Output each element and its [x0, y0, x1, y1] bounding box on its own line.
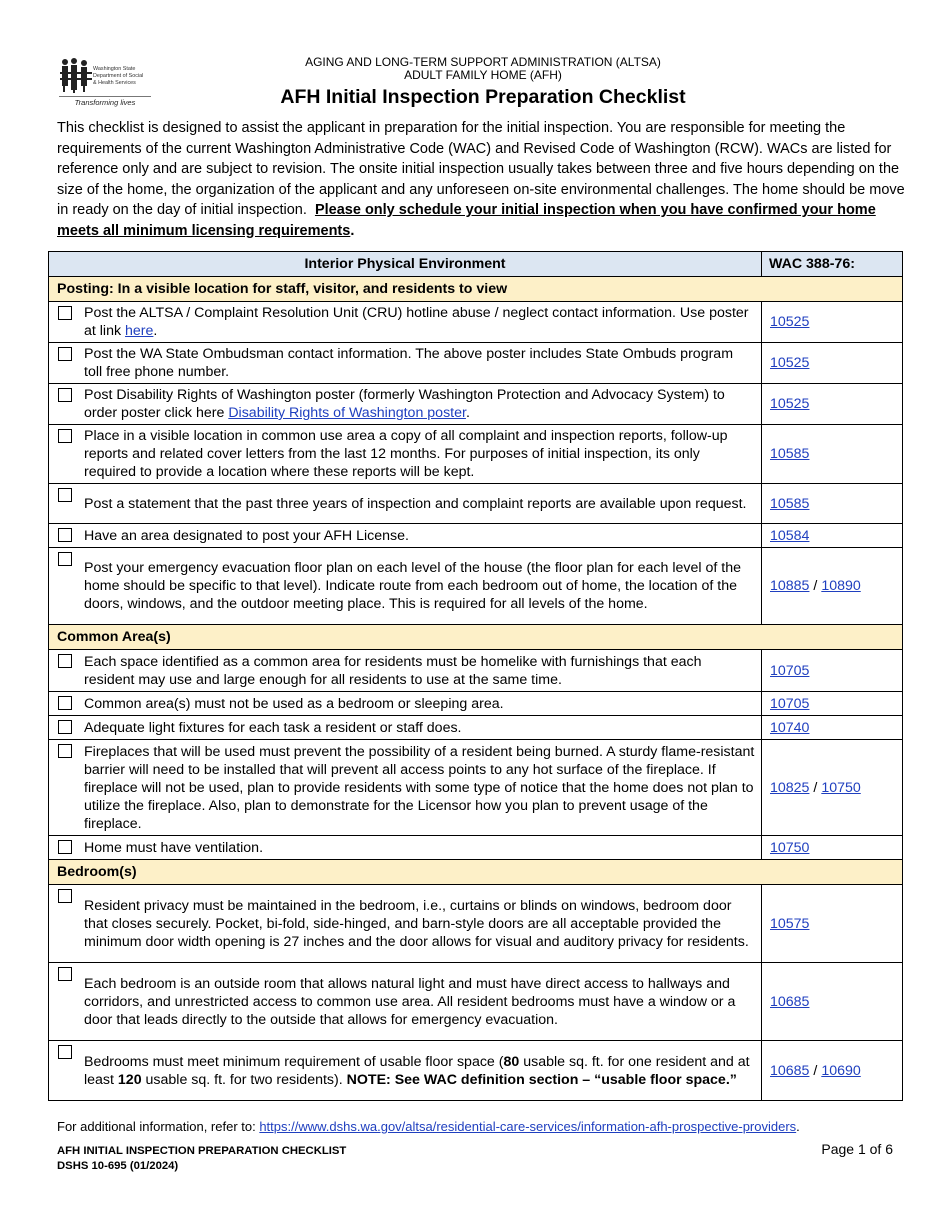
checklist-item: [49, 425, 762, 484]
footer-info-suffix: .: [796, 1119, 800, 1134]
checklist-item: [49, 384, 762, 425]
wac-link[interactable]: 10585: [770, 446, 810, 462]
item-checkbox[interactable]: [58, 696, 72, 710]
checklist-row: [49, 716, 903, 740]
logo-agency-line-3: & Health Services: [93, 80, 136, 86]
footer-form-title: AFH INITIAL INSPECTION PREPARATION CHECKLIST: [57, 1145, 347, 1157]
checklist-table: [48, 251, 903, 1101]
item-text-bold: 80: [503, 1053, 520, 1070]
checklist-item: [49, 716, 762, 740]
item-text: usable sq. ft. for one resident and at least: [84, 1053, 750, 1088]
item-text: Post the WA State Ombudsman contact information. The above poster includes State Ombuds program toll free phone number.: [84, 346, 734, 380]
intro-text: This checklist is designed to assist the applicant in preparation for the initial inspection. You are responsible for meeting the requirements of the current Washington Administrative Code (WAC) and Revised Code of Washington (RCW). WACs are listed for reference only and are subject to revision. The onsite initial inspection usually takes between three and five hours depending on the size of the home, the organization of the applicant and any unforeseen on-site environmental challenges. The home should be move in ready on the day of initial inspection.: [57, 120, 905, 218]
checklist-item: [49, 524, 762, 548]
footer-info-link[interactable]: https://www.dshs.wa.gov/altsa/residential-care-services/information-afh-prospective-providers: [259, 1119, 797, 1134]
item-checkbox[interactable]: [58, 388, 72, 402]
checklist-row: [49, 963, 903, 1041]
item-checkbox[interactable]: [58, 889, 72, 903]
checklist-item: [49, 963, 762, 1041]
wac-link[interactable]: 10685: [770, 993, 810, 1010]
item-text: Each bedroom is an outside room that allows natural light and must have direct access to hallways and corridors, and unrestricted access to common use area. All resident bedrooms must have a window or a door that leads directly to the outside that allows for emergency evacuation.: [84, 975, 736, 1028]
checklist-item: [49, 836, 762, 860]
wac-link[interactable]: 10885: [770, 578, 810, 594]
checklist-row: [49, 425, 903, 484]
page-number: Page 1 of 6: [821, 1141, 893, 1157]
wac-link[interactable]: 10825: [770, 779, 810, 796]
wac-cell: [762, 740, 903, 836]
item-checkbox[interactable]: [58, 306, 72, 320]
section-row-common: [49, 625, 903, 650]
wac-link[interactable]: 10740: [770, 719, 810, 736]
checklist-item: [49, 484, 762, 524]
item-text: Post your emergency evacuation floor plan on each level of the house (the floor plan for each level of the home should be specific to that level). Indicate route from each bedroom out of home, the location of the doors, windows, and the outdoor meeting place. This is required for all levels of the home.: [84, 560, 741, 612]
wac-cell: [762, 885, 903, 963]
item-text: Post a statement that the past three years of inspection and complaint reports are available upon request.: [84, 495, 747, 512]
wac-cell: [762, 425, 903, 484]
wac-separator: /: [813, 578, 818, 594]
section-title-posting: Posting: In a visible location for staff, visitor, and residents to view: [49, 277, 903, 302]
item-text: Resident privacy must be maintained in the bedroom, i.e., curtains or blinds on windows, bedroom door that closes securely. Pocket, bi-fold, side-hinged, and barn-style doors are all acceptable provided the minimum door width opening is 27 inches and the door allows for visual and auditory privacy for residents.: [84, 897, 749, 950]
section-row-posting: [49, 277, 903, 302]
item-text: Common area(s) must not be used as a bedroom or sleeping area.: [84, 695, 504, 712]
wac-link[interactable]: 10525: [770, 355, 810, 371]
logo-tagline: Transforming lives: [59, 96, 151, 107]
item-text: Post the ALTSA / Complaint Resolution Unit (CRU) hotline abuse / neglect contact information. Use poster at link: [84, 305, 749, 339]
wac-link[interactable]: 10705: [770, 662, 810, 679]
item-note: NOTE: See WAC definition section – “usable floor space.”: [346, 1071, 737, 1088]
wac-cell: [762, 524, 903, 548]
item-checkbox[interactable]: [58, 1045, 72, 1059]
section-row-bedroom: [49, 860, 903, 885]
checklist-row: [49, 548, 903, 625]
intro-emphasis-end: .: [350, 222, 355, 239]
wac-cell: [762, 343, 903, 384]
checklist-row: [49, 302, 903, 343]
item-text-bold: 120: [117, 1071, 142, 1088]
footer-info-prefix: For additional information, refer to:: [57, 1119, 260, 1134]
poster-link[interactable]: here: [125, 323, 154, 339]
footer-form-number: DSHS 10-695 (01/2024): [57, 1159, 179, 1172]
item-text: Post Disability Rights of Washington poster (formerly Washington Protection and Advocacy System) to order poster click here: [84, 387, 725, 421]
item-checkbox[interactable]: [58, 488, 72, 502]
intro-emphasis: Please only schedule your initial inspection when you have confirmed your home meets all minimum licensing requirements: [57, 202, 876, 239]
item-text: Have an area designated to post your AFH License.: [84, 527, 409, 544]
checklist-item: [49, 302, 762, 343]
checklist-item: [49, 1041, 762, 1101]
footer-additional-info: [57, 1119, 800, 1134]
wac-link[interactable]: 10705: [770, 695, 810, 712]
item-text: Place in a visible location in common use area a copy of all complaint and inspection reports, follow-up reports and related cover letters from the last 12 months. For purposes of initial inspection, its only required to provide a location where these reports will be kept.: [84, 428, 728, 480]
item-text-end: .: [465, 405, 470, 421]
item-checkbox[interactable]: [58, 552, 72, 566]
wac-cell: [762, 963, 903, 1041]
item-checkbox[interactable]: [58, 720, 72, 734]
item-checkbox[interactable]: [58, 347, 72, 361]
table-header-row: [49, 252, 903, 277]
checklist-item: [49, 650, 762, 692]
checklist-row: [49, 885, 903, 963]
intro-paragraph: [57, 118, 907, 241]
checklist-item: [49, 343, 762, 384]
wac-link[interactable]: 10750: [821, 779, 861, 796]
item-checkbox[interactable]: [58, 840, 72, 854]
wac-cell: [762, 716, 903, 740]
item-checkbox[interactable]: [58, 528, 72, 542]
item-checkbox[interactable]: [58, 429, 72, 443]
checklist-row: [49, 692, 903, 716]
checklist-row: [49, 384, 903, 425]
wac-link[interactable]: 10525: [770, 314, 810, 330]
wac-cell: [762, 692, 903, 716]
checklist-row: [49, 524, 903, 548]
checklist-item: [49, 548, 762, 625]
wac-link[interactable]: 10575: [770, 915, 810, 932]
table-header-wac: WAC 388-76:: [762, 252, 903, 277]
header-administration: AGING AND LONG-TERM SUPPORT ADMINISTRATION (ALTSA): [305, 55, 661, 69]
wac-cell: [762, 302, 903, 343]
item-text: Home must have ventilation.: [84, 839, 264, 856]
checklist-row: [49, 650, 903, 692]
wac-cell: [762, 1041, 903, 1101]
item-checkbox[interactable]: [58, 744, 72, 758]
item-text: Adequate light fixtures for each task a resident or staff does.: [84, 719, 462, 736]
wac-separator: /: [813, 779, 818, 796]
disability-rights-poster-link[interactable]: Disability Rights of Washington poster: [228, 405, 466, 421]
wac-cell: [762, 384, 903, 425]
section-title-bedroom: Bedroom(s): [49, 860, 903, 885]
item-checkbox[interactable]: [58, 654, 72, 668]
wac-link[interactable]: 10750: [770, 839, 810, 856]
item-text: Each space identified as a common area for residents must be homelike with furnishings that each resident may use and large enough for all residents to use at the same time.: [84, 653, 702, 688]
wac-link[interactable]: 10690: [821, 1062, 861, 1079]
logo-agency-line-2: Department of Social: [93, 73, 144, 79]
item-text-end: .: [153, 323, 158, 339]
page-title: AFH Initial Inspection Preparation Checklist: [280, 86, 686, 108]
item-checkbox[interactable]: [58, 967, 72, 981]
wac-cell: [762, 836, 903, 860]
header-program: ADULT FAMILY HOME (AFH): [404, 68, 562, 82]
wac-link[interactable]: 10685: [770, 1062, 810, 1079]
wac-cell: [762, 548, 903, 625]
checklist-row: [49, 343, 903, 384]
checklist-row: [49, 740, 903, 836]
wac-link[interactable]: 10890: [821, 578, 861, 594]
wac-link[interactable]: 10525: [770, 396, 810, 412]
wac-link[interactable]: 10584: [770, 527, 810, 544]
checklist-row: [49, 1041, 903, 1101]
checklist-row: [49, 836, 903, 860]
wac-link[interactable]: 10585: [770, 495, 810, 512]
item-text: Bedrooms must meet minimum requirement of usable floor space (: [84, 1053, 504, 1070]
checklist-item: [49, 885, 762, 963]
wac-separator: /: [813, 1062, 818, 1079]
checklist-row: [49, 484, 903, 524]
wac-cell: [762, 650, 903, 692]
section-title-common: Common Area(s): [49, 625, 903, 650]
checklist-item: [49, 692, 762, 716]
footer-form-id: [57, 1144, 346, 1173]
logo-agency-line-1: Washington State: [93, 66, 136, 72]
checklist-item: [49, 740, 762, 836]
wac-cell: [762, 484, 903, 524]
table-header-environment: Interior Physical Environment: [49, 252, 762, 277]
item-text: usable sq. ft. for two residents).: [141, 1071, 347, 1088]
item-text: Fireplaces that will be used must prevent the possibility of a resident being burned. A sturdy flame-resistant barrier will need to be installed that will prevent all access points to any hot surface of the fireplace. If fireplace will not be used, plan to provide residents with some type of notice that the home does not plan to utilize the fireplace. Also, plan to demonstrate for the Licensor how you plan to prevent usage of the fireplace.: [84, 743, 755, 832]
